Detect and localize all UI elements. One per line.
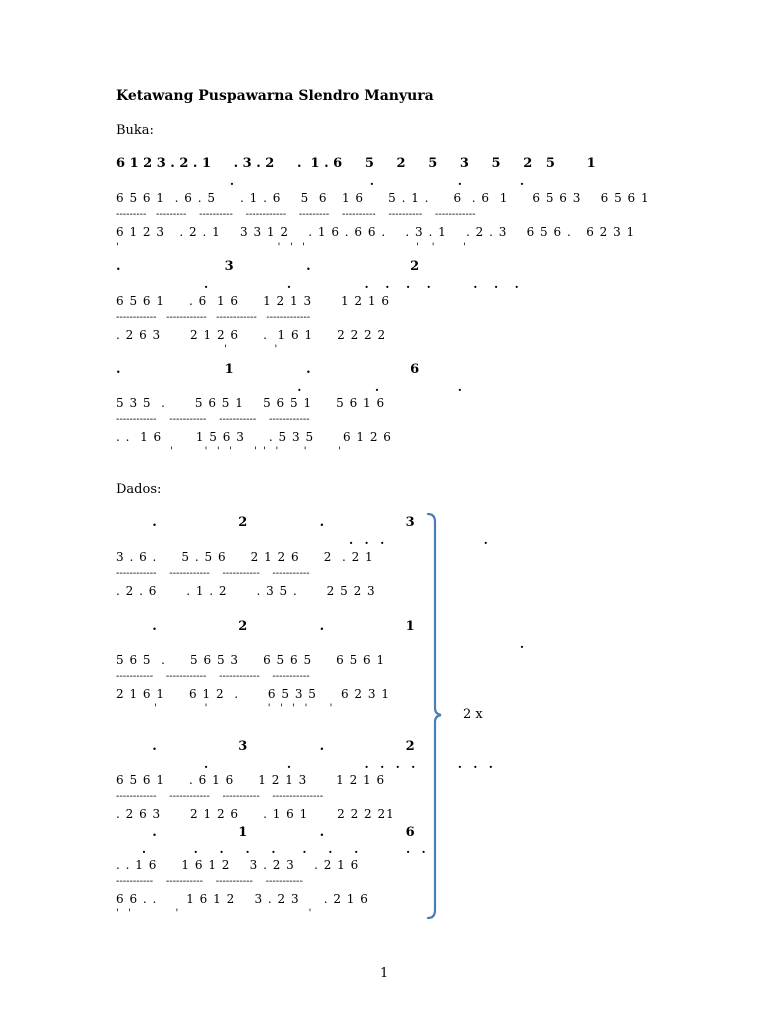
dados-3-gong: . 3 . 2 — [116, 739, 415, 754]
buka-gatra-2-ticks: ' ' ' ' ' ' ' ' ' — [116, 446, 341, 457]
dados-2-dots: . — [116, 637, 526, 651]
buka-gatra-1-dashes: ------------ ------------ ------------ ------------- — [116, 312, 311, 323]
buka-gatra-2-balungan: 5 3 5 . 5 6 5 1 5 6 5 1 5 6 1 6 — [116, 396, 386, 410]
buka-gatra-1-gong: . 3 . 2 — [116, 259, 420, 274]
dados-2-dashes: ----------- ------------ ------------ ----------- — [116, 671, 310, 682]
dados-4-dashes: ----------- ----------- ----------- ----------- — [116, 876, 303, 887]
buka-gatra-2-dashes: ------------ ----------- ----------- ------------ — [116, 414, 310, 425]
dados-1-dashes: ------------ ------------ ----------- ----------- — [116, 568, 310, 579]
dados-4-lower: 6 6 . . 1 6 1 2 3 . 2 3 . 2 1 6 — [116, 892, 369, 906]
dados-2-lower: 2 1 6 1 6 1 2 . 6 5 3 5 6 2 3 1 — [116, 687, 390, 701]
dados-4-balungan: . . 1 6 1 6 1 2 3 . 2 3 . 2 1 6 — [116, 858, 360, 872]
buka-gatra-2-dots: . . . — [116, 380, 463, 394]
dados-1-gong: . 2 . 3 — [116, 515, 415, 530]
repeat-count-label: 2 x — [463, 707, 483, 722]
buka-gatra-1-ticks: ' ' — [116, 344, 278, 355]
dados-1-lower: . 2 . 6 . 1 . 2 . 3 5 . 2 5 2 3 — [116, 584, 376, 598]
buka-line-ticks: ' ' ' ' ' ' ' — [116, 242, 466, 253]
dados-label: Dados: — [116, 482, 162, 497]
buka-gatra-1-balungan: 6 5 6 1 . 6 1 6 1 2 1 3 1 2 1 6 — [116, 294, 390, 308]
dados-3-lower: . 2 6 3 2 1 2 6 . 1 6 1 2 2 2 21 — [116, 807, 395, 821]
dados-4-gong: . 1 . 6 — [116, 825, 415, 840]
repeat-brace-icon — [424, 512, 444, 922]
buka-line-balungan: 6 5 6 1 . 6 . 5 . 1 . 6 5 6 1 6 5 . 1 . 6 . 6 1 6 5 6 3 6 5 6 1 — [116, 191, 650, 205]
buka-line-dots: . . . . — [116, 174, 526, 188]
dados-3-dashes: ------------ ------------ ----------- --------------- — [116, 791, 324, 802]
buka-line-1: 6 1 2 3 . 2 . 1 . 3 . 2 . 1 . 6 5 2 5 3 5 2 5 1 — [116, 156, 596, 171]
document-title: Ketawang Puspawarna Slendro Manyura — [116, 88, 434, 104]
dados-1-dots: . . . . — [116, 533, 489, 547]
dados-1-balungan: 3 . 6 . 5 . 5 6 2 1 2 6 2 . 2 1 — [116, 550, 374, 564]
buka-line-lower: 6 1 2 3 . 2 . 1 3 3 1 2 . 1 6 . 6 6 . . 3 . 1 . 2 . 3 6 5 6 . 6 2 3 1 — [116, 225, 636, 239]
dados-4-ticks: ' ' ' ' — [116, 908, 312, 919]
buka-gatra-2-gong: . 1 . 6 — [116, 362, 420, 377]
buka-gatra-1-dots: . . . . . . . . . — [116, 277, 520, 291]
buka-label: Buka: — [116, 123, 154, 138]
dados-2-ticks: ' ' ' ' ' ' ' — [116, 703, 333, 714]
dados-4-dots: . . . . . . . . . . — [116, 842, 427, 856]
buka-line-dashes: --------- --------- ---------- ------------ --------- ---------- ---------- ------------ — [116, 209, 476, 220]
dados-3-balungan: 6 5 6 1 . 6 1 6 1 2 1 3 1 2 1 6 — [116, 773, 386, 787]
dados-2-balungan: 5 6 5 . 5 6 5 3 6 5 6 5 6 5 6 1 — [116, 653, 386, 667]
buka-gatra-1-lower: . 2 6 3 2 1 2 6 . 1 6 1 2 2 2 2 — [116, 328, 387, 342]
dados-3-dots: . . . . . . . . . — [116, 757, 494, 771]
dados-2-gong: . 2 . 1 — [116, 619, 415, 634]
buka-gatra-2-lower: . . 1 6 1 5 6 3 . 5 3 5 6 1 2 6 — [116, 430, 392, 444]
page-number: 1 — [380, 966, 389, 981]
